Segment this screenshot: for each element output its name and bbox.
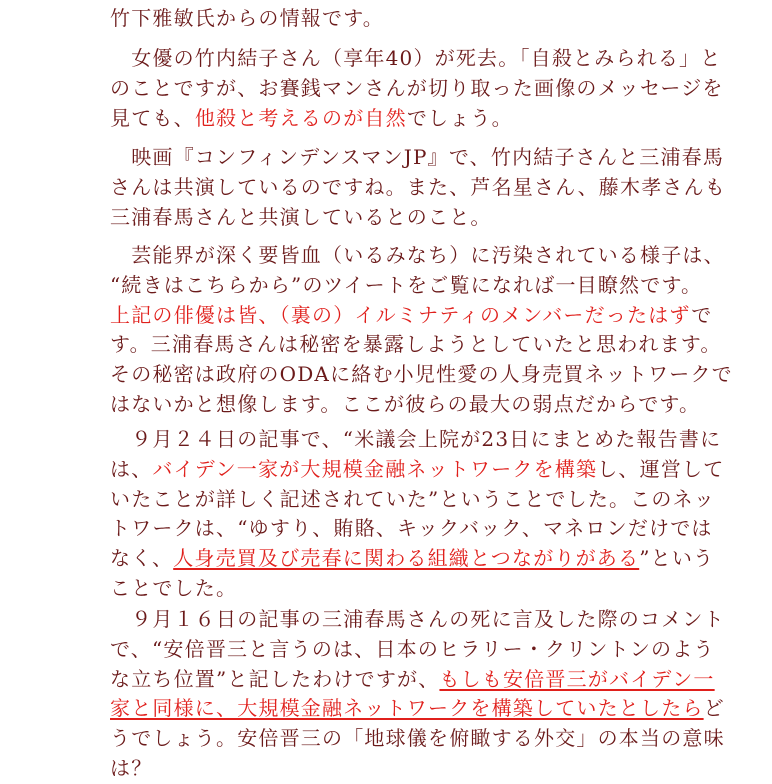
text-line: [0, 74, 772, 104]
paragraph-abe-comment: [0, 605, 772, 784]
body-text: その秘密は政府のODAに絡む小児性愛の人身売買ネットワークで: [110, 362, 733, 387]
text-line: [0, 665, 772, 695]
text-line: [0, 635, 772, 665]
body-text: “続きはこちらから”のツイートをご覧になれば一目瞭然です。: [110, 272, 703, 297]
emphasis-text: 上記の俳優は皆、（裏の）イルミナティのメンバーだったはず: [110, 302, 692, 327]
text-line: [0, 544, 772, 574]
body-text: は、: [110, 456, 153, 481]
paragraph-entertainment-industry: [0, 241, 772, 420]
text-line: [0, 754, 772, 784]
body-text: ９月１６日の記事の三浦春馬さんの死に言及した際のコメント: [110, 607, 725, 631]
body-text: 見ても、: [110, 105, 195, 130]
body-text: でしょう。: [406, 105, 513, 130]
body-text: 三浦春馬さんと共演しているとのこと。: [110, 204, 492, 229]
text-line: [0, 143, 772, 173]
text-line: [0, 390, 772, 420]
body-text: 芸能界が深く要皆血（いるみなち）に汚染されている様子は、: [110, 243, 725, 267]
text-line: [0, 173, 772, 203]
text-line: [0, 203, 772, 233]
body-text: ど: [703, 696, 725, 721]
text-line: [0, 694, 772, 724]
body-text: トワークは、“ゆすり、賄賂、キックバック、マネロンだけでは: [110, 516, 713, 541]
body-text: なく、: [110, 546, 174, 571]
link-text[interactable]: もしも安倍晋三がバイデン一: [439, 666, 715, 691]
body-text: 女優の竹内結子さん（享年40）が死去。「自殺とみられる」と: [110, 46, 722, 70]
text-line: [0, 724, 772, 754]
text-line: [0, 271, 772, 301]
body-text: のことですが、お賽銭マンさんが切り取った画像のメッセージを: [110, 75, 724, 100]
text-line: [0, 455, 772, 485]
emphasis-text: 他殺と考えるのが自然: [194, 105, 407, 130]
paragraph-biden-network: [0, 425, 772, 604]
body-text: し、運営して: [597, 456, 725, 481]
body-text: はないかと想像します。ここが彼らの最大の弱点だからです。: [110, 391, 701, 416]
text-line: [0, 360, 772, 390]
text-line: [0, 330, 772, 360]
body-text: いたことが詳しく記述されていた”ということでした。このネッ: [110, 486, 716, 511]
body-text: ”という: [639, 546, 715, 571]
link-text[interactable]: 家と同様に、大規模金融ネットワークを構築していたとしたら: [110, 696, 704, 721]
text-line: [0, 605, 772, 635]
text-line: [0, 514, 772, 544]
paragraph-intro: [0, 4, 772, 34]
text-line: [0, 44, 772, 74]
body-text: は？: [110, 755, 153, 780]
body-text: 映画『コンフィンデンスマンJP』で、竹内結子さんと三浦春馬: [110, 145, 725, 169]
text-line: [0, 301, 772, 331]
body-text: な立ち位置”と記したわけですが、: [110, 666, 440, 691]
text-line: [0, 425, 772, 455]
body-text: す。三浦春馬さんは秘密を暴露しようとしていたと思われます。: [110, 332, 722, 357]
paragraph-movie-costars: [0, 143, 772, 232]
link-text[interactable]: 人身売買及び売春に関わる組織とつながりがある: [173, 546, 640, 571]
body-text: さんは共演しているのですね。また、芦名星さん、藤木孝さんも: [110, 174, 726, 199]
text-line: [0, 4, 772, 34]
paragraph-death-report: [0, 44, 772, 133]
body-text: で: [691, 302, 713, 327]
body-text: ９月２４日の記事で、“米議会上院が23日にまとめた報告書に: [110, 427, 722, 451]
text-line: [0, 485, 772, 515]
body-text: ことでした。: [110, 575, 238, 600]
text-line: [0, 241, 772, 271]
body-text: うでしょう。安倍晋三の「地球儀を俯瞰する外交」の本当の意味: [110, 726, 725, 751]
emphasis-text: バイデン一家が大規模金融ネットワークを構築: [152, 456, 598, 481]
text-line: [0, 574, 772, 604]
text-line: [0, 104, 772, 134]
body-text: 竹下雅敏氏からの情報です。: [110, 6, 384, 30]
body-text: で、“安倍晋三と言うのは、日本のヒラリー・クリントンのよう: [110, 636, 715, 661]
